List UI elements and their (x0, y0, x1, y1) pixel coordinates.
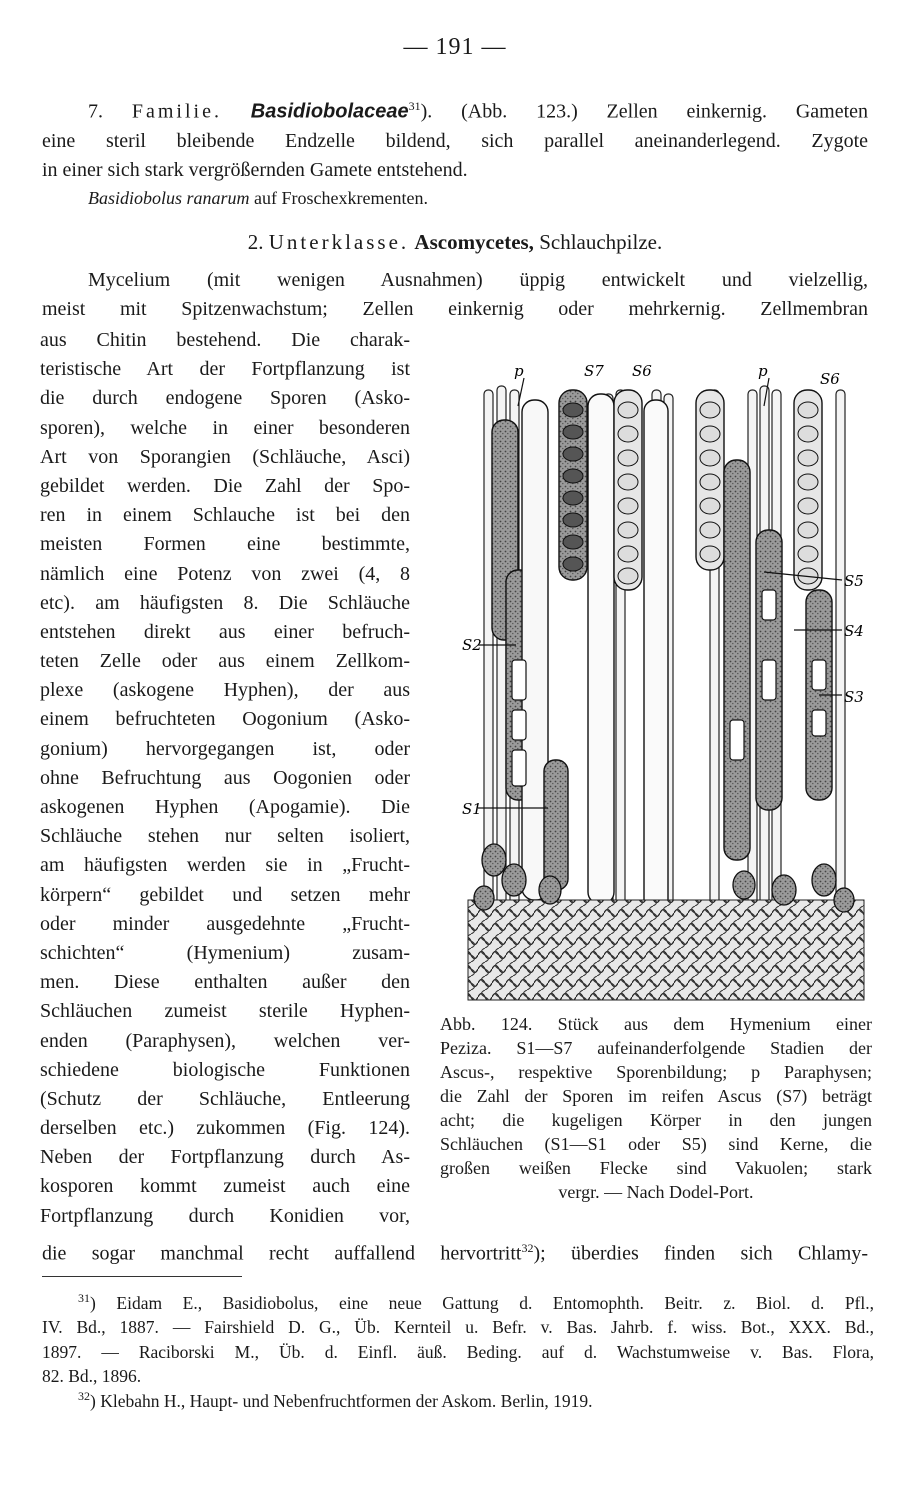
label-s6-right: S6 (820, 370, 840, 388)
column-line: oder minder ausgedehnte „Frucht- (40, 912, 410, 935)
column-line: Schläuche stehen nur selten isoliert, (40, 825, 410, 848)
subhymenium (468, 900, 864, 1000)
column-line: die durch endogene Sporen (Asko- (40, 387, 410, 410)
column-line: Fortpflanzung durch Konidien vor, (40, 1204, 410, 1227)
column-line: teristische Art der Fortpflanzung ist (40, 358, 410, 381)
example-line (88, 188, 428, 209)
family-name: Basidiobolaceae (250, 100, 409, 123)
label-s4: S4 (844, 622, 864, 640)
label-p-left: p (514, 362, 524, 380)
footnote-31-line: IV. Bd., 1887. — Fairshield D. G., Üb. Kernteil u. Befr. v. Bas. Jahrb. f. wiss. Bot., XXX. Bd., (42, 1317, 874, 1338)
footnote-31-ref: 31 (78, 1291, 90, 1305)
final-line-b: ); überdies finden sich Chlamy- (533, 1242, 869, 1265)
family-line-3: in einer sich stark vergrößernden Gamete entstehend. (42, 158, 468, 181)
column-line: Schläuchen zumeist sterile Hyphen- (40, 1000, 410, 1023)
column-line: entstehen direkt aus einer befruch- (40, 620, 410, 643)
caption-line: vergr. — Nach Dodel-Port. (558, 1182, 754, 1202)
final-line-a: die sogar manchmal recht auffallend hervortritt (42, 1242, 522, 1265)
footnote-32 (78, 1384, 593, 1413)
column-line: sporen), welche in einer besonderen (40, 416, 410, 439)
footnote-rule (42, 1276, 242, 1277)
column-line: Neben der Fortpflanzung durch As- (40, 1146, 410, 1169)
column-line: enden (Paraphysen), welchen ver- (40, 1029, 410, 1052)
caption-line: großen weißen Flecke sind Vakuolen; stark (440, 1158, 872, 1178)
column-line: etc). am häufigsten 8. Die Schläuche (40, 591, 410, 614)
label-s3: S3 (844, 688, 864, 706)
footnote-31-line: ) Eidam E., Basidiobolus, eine neue Gattung d. Entomophth. Beitr. z. Biol. d. Pfl., (90, 1292, 874, 1313)
column-line: schichten“ (Hymenium) zusam- (40, 941, 410, 964)
footnote-31-line: 82. Bd., 1896. (42, 1366, 142, 1387)
subclass-name: Ascomycetes, (414, 230, 534, 254)
column-line: aus Chitin bestehend. Die charak- (40, 329, 410, 351)
family-line-2: eine steril bleibende Endzelle bildend, sich parallel aneinanderlegend. Zygote (42, 129, 868, 152)
column-line: kosporen kommt zumeist auch eine (40, 1175, 410, 1198)
label-p-right: p (758, 362, 768, 380)
column-line: Art von Sporangien (Schläuche, Asci) (40, 445, 410, 468)
column-line: ren in einem Schlauche ist bei den (40, 504, 410, 527)
column-line: teten Zelle oder aus einem Zellkom- (40, 650, 410, 673)
column-line: askogenen Hyphen (Apogamie). Die (40, 796, 410, 818)
caption-line: die Zahl der Sporen im reifen Ascus (S7) beträgt (440, 1086, 872, 1106)
caption-line: Ascus-, respektive Sporenbildung; p Paraphysen; (440, 1062, 872, 1082)
paragraph-full-lines (42, 266, 868, 324)
label-s7: S7 (584, 362, 604, 380)
hymenium-illustration (464, 360, 868, 1000)
caption-line: Peziza. S1—S7 aufeinanderfolgende Stadien der (440, 1038, 872, 1058)
subclass-common: Schlauchpilze. (539, 230, 663, 254)
subclass-heading (0, 230, 910, 255)
hymenium-figure (464, 360, 868, 1000)
paragraph-line-2: meist mit Spitzenwachstum; Zellen einkernig oder mehrkernig. Zellmembran (42, 298, 868, 320)
label-s2: S2 (462, 636, 482, 654)
column-line: men. Diese enthalten außer den (40, 971, 410, 994)
footnote-ref-31: 31 (408, 99, 421, 113)
paragraph-line-1: Mycelium (mit wenigen Ausnahmen) üppig entwickelt und vielzellig, (88, 269, 868, 291)
column-line: meisten Formen eine bestimmte, (40, 533, 410, 556)
label-s1: S1 (462, 800, 482, 818)
footnote-32-ref: 32 (78, 1389, 90, 1403)
caption-line: Schläuchen (S1—S1 oder S5) sind Kerne, die (440, 1134, 872, 1154)
figure-caption (440, 1012, 872, 1204)
family-section (42, 92, 868, 185)
caption-line: Abb. 124. Stück aus dem Hymenium einer (440, 1014, 872, 1034)
label-s5: S5 (844, 572, 864, 590)
page-number: — 191 — (403, 34, 507, 60)
subclass-prefix: 2. (247, 230, 264, 254)
column-line: nämlich eine Potenz von zwei (4, 8 (40, 562, 410, 585)
column-line: schiedene biologische Funktionen (40, 1058, 410, 1081)
column-line: plexe (askogene Hyphen), der aus (40, 679, 410, 702)
subclass-word: Unterklasse. (268, 230, 410, 254)
example-species: Basidiobolus ranarum (88, 188, 250, 208)
paragraph-column (40, 326, 410, 1231)
footnote-ref-32: 32 (521, 1241, 534, 1255)
paragraph-final-line (42, 1234, 868, 1269)
family-word: Familie. (131, 100, 222, 123)
label-s6-top: S6 (632, 362, 652, 380)
example-text: auf Froschexkrementen. (254, 188, 428, 208)
footnote-32-line: ) Klebahn H., Haupt- und Nebenfruchtformen der Askom. Berlin, 1919. (90, 1390, 593, 1411)
family-prefix: 7. (88, 100, 103, 123)
caption-line: acht; die kugeligen Körper in den jungen (440, 1110, 872, 1130)
column-line: am häufigsten werden sie in „Frucht- (40, 854, 410, 877)
column-line: körpern“ gebildet und setzen mehr (40, 883, 410, 906)
footnote-31-line: 1897. — Raciborski M., Üb. d. Einfl. äuß. Beding. auf d. Wachstumweise v. Bas. Flora, (42, 1341, 874, 1362)
family-text: ). (Abb. 123.) Zellen einkernig. Gameten (420, 100, 869, 123)
footnote-31 (42, 1286, 874, 1389)
column-line: (Schutz der Schläuche, Entleerung (40, 1087, 410, 1110)
column-line: gonium) hervorgegangen ist, oder (40, 737, 410, 760)
column-line: derselben etc.) zukommen (Fig. 124). (40, 1117, 410, 1140)
column-line: gebildet werden. Die Zahl der Spo- (40, 474, 410, 497)
column-line: ohne Befruchtung aus Oogonien oder (40, 766, 410, 789)
column-line: einem befruchteten Oogonium (Asko- (40, 708, 410, 731)
